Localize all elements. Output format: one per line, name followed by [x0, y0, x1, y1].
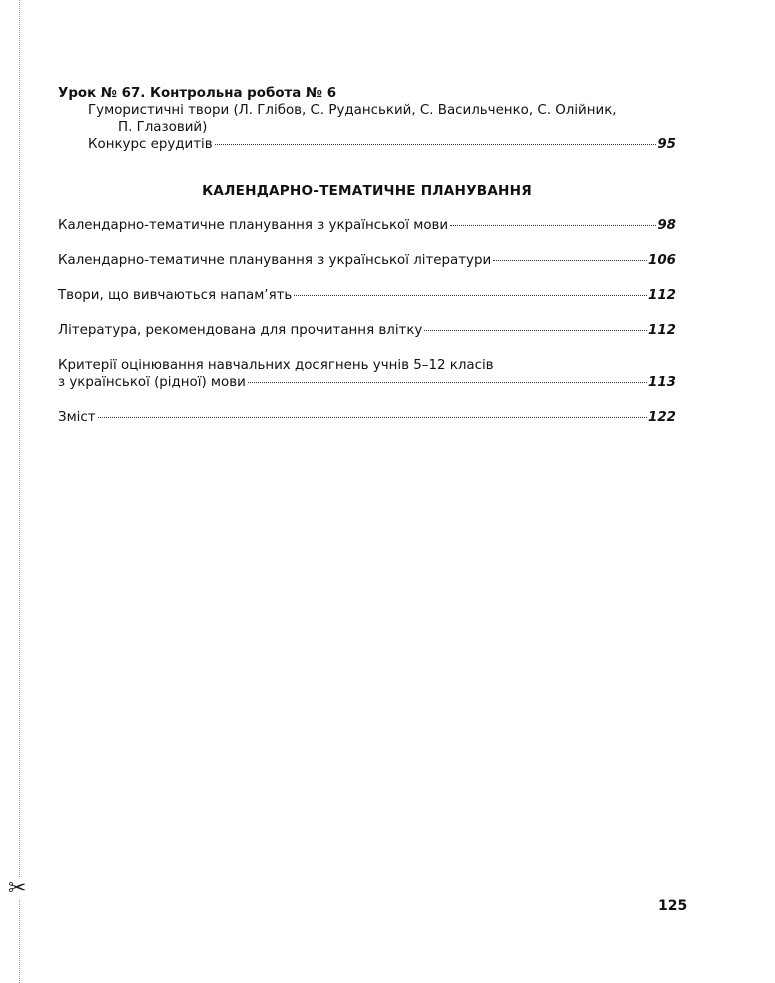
toc-entry-title-line2: з української (рідної) мови	[58, 375, 246, 390]
toc-entry-row	[58, 374, 676, 391]
toc-entry-title: Конкурс ерудитів	[88, 137, 213, 152]
cut-line	[19, 0, 20, 983]
toc-entry[interactable]	[58, 252, 676, 269]
leader-dots	[98, 417, 647, 418]
toc-entry-page: 106	[648, 253, 676, 268]
lesson-subtopic-line2: П. Глазовий)	[118, 120, 208, 135]
leader-dots	[450, 225, 656, 226]
toc-entry-title: Календарно-тематичне планування з української літератури	[58, 253, 492, 268]
leader-dots	[215, 144, 657, 145]
leader-dots	[294, 295, 647, 296]
page-number: 125	[658, 898, 688, 914]
toc-entry-title: Зміст	[58, 410, 96, 425]
lesson-subtopic	[58, 102, 676, 136]
leader-dots	[493, 260, 647, 261]
toc-entry-page: 113	[648, 375, 676, 390]
leader-dots	[424, 330, 647, 331]
leader-dots	[248, 382, 647, 383]
toc-entry-title: Твори, що вивчаються напам’ять	[58, 288, 293, 303]
toc-entry-page: 98	[657, 218, 676, 233]
lesson-subtopic-line1: Гумористичні твори (Л. Глібов, С. Руданський, С. Васильченко, С. Олійник,	[88, 103, 617, 118]
toc-entry-title: Література, рекомендована для прочитання влітку	[58, 323, 423, 338]
toc-entry-title-line1: Критерії оцінювання навчальних досягнень учнів 5–12 класів	[58, 358, 494, 373]
toc-entry-criteria[interactable]	[58, 357, 676, 391]
toc-entry-page: 95	[657, 137, 676, 152]
toc-entry-page: 112	[648, 288, 676, 303]
table-of-contents	[58, 85, 676, 426]
toc-entry-page: 122	[648, 410, 676, 425]
toc-entry-contest[interactable]	[58, 136, 676, 153]
toc-entry[interactable]	[58, 217, 676, 234]
scissors-icon: ✂	[8, 876, 27, 901]
toc-entry-page: 112	[648, 323, 676, 338]
toc-entry[interactable]	[58, 409, 676, 426]
lesson-title: Урок № 67. Контрольна робота № 6	[58, 86, 337, 101]
section-heading: КАЛЕНДАРНО-ТЕМАТИЧНЕ ПЛАНУВАННЯ	[202, 183, 532, 199]
toc-entry[interactable]	[58, 287, 676, 304]
toc-entry-title: Календарно-тематичне планування з української мови	[58, 218, 449, 233]
toc-entry[interactable]	[58, 322, 676, 339]
